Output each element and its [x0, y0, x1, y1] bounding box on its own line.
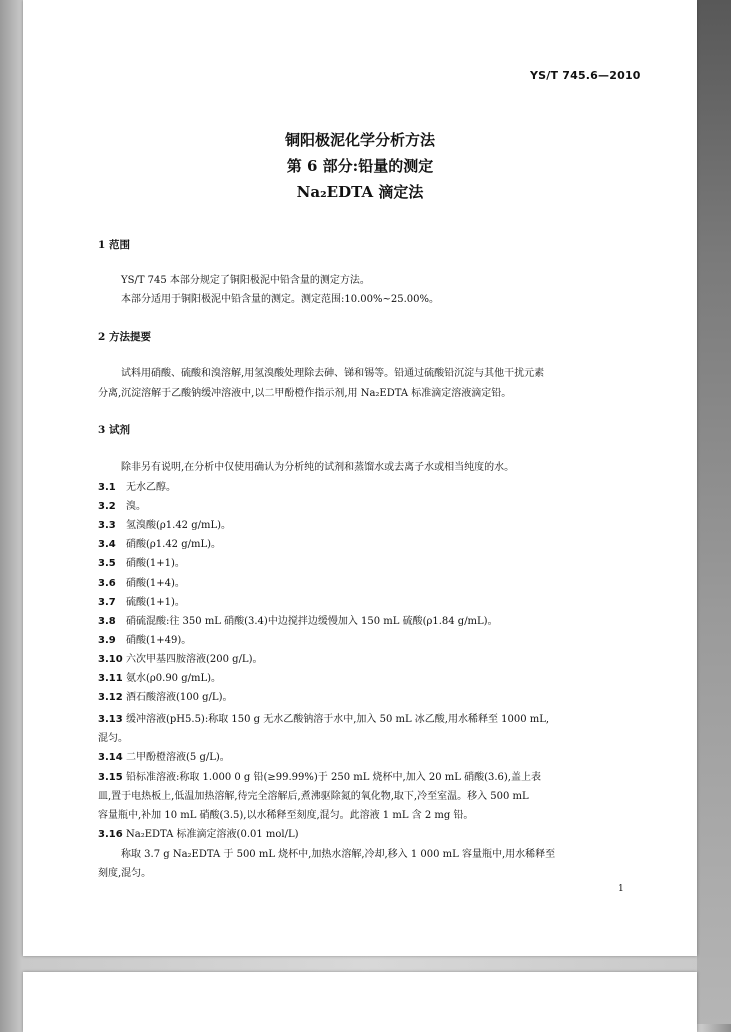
reagent-number: 3.5	[98, 558, 116, 570]
doc-title-line1: 铜阳极泥化学分析方法	[284, 131, 435, 149]
reagent-item	[98, 631, 191, 646]
reagent-number: 3.16	[98, 829, 123, 840]
reagent-number: 3.7	[98, 596, 116, 608]
section-2-line-2: 分离,沉淀溶解于乙酸钠缓冲溶液中,以二甲酚橙作指示剂,用 Na₂EDTA 标准滴定溶液滴定铅。	[98, 388, 512, 399]
reagent-item	[98, 768, 541, 783]
reagent-number: 3.1	[98, 482, 116, 493]
reagent-item	[98, 535, 221, 550]
reagent-item-continuation: 刻度,混匀。	[98, 868, 152, 879]
reagent-text: 硝酸(1+1)。	[126, 558, 185, 570]
reagent-item	[98, 650, 262, 665]
section-2-heading: 2 方法提要	[98, 331, 151, 343]
section-2-line-1: 试料用硝酸、硫酸和溴溶解,用氢溴酸处理除去砷、锑和锡等。铅通过硫酸铅沉淀与其他干扰元素	[121, 368, 545, 379]
reagent-text: 硝酸(ρ1.42 g/mL)。	[126, 539, 222, 551]
reagent-text: 硝硫混酸:往 350 mL 硝酸(3.4)中边搅拌边缓慢加入 150 mL 硫酸(ρ1.84 g/mL)。	[126, 615, 498, 627]
viewer-background	[697, 0, 731, 1024]
reagent-text: 缓冲溶液(pH5.5):称取 150 g 无水乙酸钠溶于水中,加入 50 mL 冰乙酸,用水稀释至 1000 mL,	[126, 714, 550, 725]
reagent-item	[98, 593, 185, 608]
reagent-item-continuation: 皿,置于电热板上,低温加热溶解,待完全溶解后,煮沸驱除氮的氧化物,取下,冷至室温。移入 500 mL	[98, 791, 529, 802]
reagent-text: 铅标准溶液:称取 1.000 0 g 铅(≥99.99%)于 250 mL 烧杯中,加入 20 mL 硝酸(3.6),盖上表	[126, 772, 541, 783]
reagent-item	[98, 497, 146, 512]
page-number: 1	[618, 884, 624, 894]
reagent-number: 3.14	[98, 752, 123, 763]
reagent-number: 3.9	[98, 634, 116, 646]
reagent-text: 氨水(ρ0.90 g/mL)。	[126, 673, 222, 684]
reagent-item-continuation: 称取 3.7 g Na₂EDTA 于 500 mL 烧杯中,加热水溶解,冷却,移入 1 000 mL 容量瓶中,用水稀释至	[121, 849, 556, 860]
section-1-para-1: YS/T 745 本部分规定了铜阳极泥中铅含量的测定方法。	[121, 275, 370, 286]
reagent-item	[98, 516, 231, 531]
reagent-item	[98, 669, 221, 684]
reagent-text: 六次甲基四胺溶液(200 g/L)。	[126, 653, 263, 665]
reagent-text: 硝酸(1+4)。	[126, 577, 185, 589]
reagent-item-continuation: 容量瓶中,补加 10 mL 硝酸(3.5),以水稀释至刻度,混匀。此溶液 1 mL 含 2 mg 铅。	[98, 810, 474, 821]
reagent-item	[98, 612, 498, 627]
reagent-number: 3.2	[98, 501, 116, 513]
reagent-item-continuation: 混匀。	[98, 733, 128, 744]
standard-number: YS/T 745.6—2010	[530, 69, 641, 82]
section-3-intro: 除非另有说明,在分析中仅使用确认为分析纯的试剂和蒸馏水或去离子水或相当纯度的水。	[121, 462, 515, 473]
reagent-item	[98, 478, 176, 493]
section-1-para-2: 本部分适用于铜阳极泥中铅含量的测定。测定范围:10.00%~25.00%。	[121, 294, 440, 305]
doc-title-line3: Na₂EDTA 滴定法	[296, 183, 424, 201]
reagent-number: 3.13	[98, 714, 123, 725]
reagent-text: Na₂EDTA 标准滴定溶液(0.01 mol/L)	[126, 829, 299, 840]
reagent-number: 3.4	[98, 539, 116, 551]
reagent-number: 3.10	[98, 653, 123, 665]
reagent-text: 酒石酸溶液(100 g/L)。	[126, 692, 233, 704]
reagent-item	[98, 748, 230, 763]
next-page[interactable]	[23, 972, 697, 1032]
reagent-text: 硫酸(1+1)。	[126, 596, 185, 608]
reagent-number: 3.11	[98, 673, 123, 684]
reagent-text: 无水乙醇。	[126, 482, 176, 493]
reagent-item	[98, 825, 299, 840]
reagent-text: 二甲酚橙溶液(5 g/L)。	[126, 752, 230, 763]
section-3-heading: 3 试剂	[98, 424, 130, 436]
reagent-item	[98, 688, 232, 703]
document-page[interactable]	[23, 0, 697, 956]
reagent-item	[98, 574, 185, 589]
reagent-number: 3.15	[98, 772, 123, 783]
reagent-number: 3.6	[98, 577, 116, 589]
reagent-item	[98, 710, 549, 725]
reagent-text: 氢溴酸(ρ1.42 g/mL)。	[126, 520, 232, 532]
reagent-number: 3.8	[98, 615, 116, 627]
section-1-heading: 1 范围	[98, 239, 130, 251]
reagent-text: 硝酸(1+49)。	[126, 634, 192, 646]
reagent-number: 3.12	[98, 692, 123, 704]
doc-title-line2: 第 6 部分:铅量的测定	[286, 157, 434, 175]
reagent-number: 3.3	[98, 520, 116, 532]
reagent-text: 溴。	[126, 501, 146, 513]
reagent-item	[98, 554, 185, 569]
